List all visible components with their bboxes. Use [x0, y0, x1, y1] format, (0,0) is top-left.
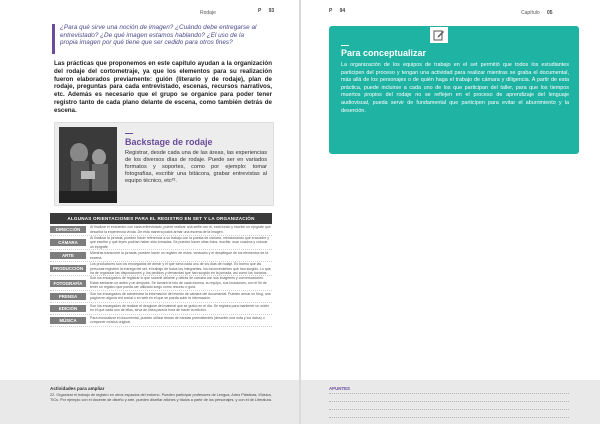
- orientations-table: [50, 213, 272, 327]
- row-label: PRODUCCIÓN: [50, 265, 86, 272]
- left-page: [0, 0, 299, 424]
- notes-label: APUNTES: [329, 386, 350, 391]
- table-row: [50, 303, 272, 315]
- backstage-photo: [59, 127, 117, 203]
- backstage-photo-image: [59, 127, 117, 203]
- section-name: Rodaje: [200, 10, 216, 16]
- row-label: CÁMARA: [50, 239, 86, 246]
- backstage-title-dash: [125, 133, 133, 134]
- row-description: Son los encargados de administrar la información del evento de cámara del documental. Pueden armar un blog, una página en alguna red social o en web en el que se pueda subir la información.: [90, 291, 271, 301]
- row-description: Mientras transcurre la jornada, pueden hacer un registro de estos, vestuario y el despliegue de los elementos de la escena.: [90, 251, 269, 260]
- notes-line: [329, 401, 569, 402]
- row-description: Para musicalizar el documental, pueden utilizar temas de bandas preexistentes (describir una nota y los datos) o componer música original.: [90, 315, 265, 325]
- right-page-number: P 94: [329, 8, 346, 14]
- table-body: [50, 224, 272, 327]
- backstage-text: Registrar, desde cada una de las áreas, las experiencias de los diversos días de rodaje. Puede ser en variados formatos y soportes, como por ejemplo: tomar fotografías, escribir una bitácora, grabar entrevistas al equipo técnico, etc²².: [125, 150, 267, 184]
- pencil-square-icon: [429, 26, 449, 44]
- question-bar: [52, 24, 55, 54]
- right-page: [301, 0, 600, 424]
- backstage-title: Backstage de rodaje: [125, 137, 213, 147]
- footer-title: Actividades para ampliar: [50, 386, 105, 391]
- row-description: Son los encargados de realizar el desglose del material que se grabó en el día. Se registra para mantener un orden en el que cada uno de ellos, sirva de línea para la hora de hacer la edición.: [90, 303, 270, 313]
- left-page-number: P 93: [258, 8, 275, 14]
- notes-line: [329, 393, 569, 394]
- table-row: [50, 291, 272, 303]
- conceptualize-title: Para conceptualizar: [341, 48, 427, 58]
- row-label: DIRECCIÓN: [50, 226, 86, 233]
- notes-area: [301, 380, 600, 424]
- conceptualize-box: [329, 26, 579, 154]
- notes-line: [329, 417, 569, 418]
- notes-line: [329, 409, 569, 410]
- row-label: MÚSICA: [50, 317, 86, 324]
- right-header: [521, 10, 553, 16]
- table-row: [50, 276, 272, 290]
- table-row: [50, 262, 272, 276]
- chapter-number: 05: [547, 10, 553, 16]
- row-label: FOTOGRAFÍA: [50, 280, 86, 287]
- conceptualize-title-dash: [341, 45, 349, 46]
- table-row: [50, 250, 272, 262]
- row-description: Son los encargados de registrar lo que sucede delante y detrás de cámara con sus imágenes y conversaciones. Estas sentarán un antes y un después. Se tomará la foto de cada escena, su equipo, sus locaciones, con el fin de tener un registro que pueda ser utilizado luego como recurso o guía.: [90, 276, 267, 290]
- table-row: [50, 224, 272, 236]
- conceptualize-text: La organización de los equipos de trabajo en el set permitió que todos los estudiantes participen del proceso y tengan una actividad para realizar mientras se graba el documental, más allá de los personajes o de quién haga el trabajo de cámara y diligencia. A partir de esta práctica, puede incluirse a cada uno de los que participan del taller, para que los tiempos muertos propios del rodaje no se reflejen en el proceso de aprendizaje del lenguaje audiovisual, pueda servir de fundamental que participen para evitar el aburrimiento y la deserción.: [341, 62, 569, 114]
- row-label: PRENSA: [50, 293, 86, 300]
- question-text: ¿Para qué sirve una noción de imagen? ¿Cuándo debe entregarse al entrevistado? ¿De qué imagen estamos hablando? ¿El uso de la propia imagen por qué tiene que ser cedido para otros fines?: [60, 24, 257, 47]
- activities-footer: [0, 380, 299, 424]
- row-label: ARTE: [50, 252, 86, 259]
- intro-paragraph: Las prácticas que proponemos en este capítulo ayudan a la organización del rodaje del cortometraje, ya que los elementos para su realización fueron elaborados previamente: guión (literario y de rodaje), plan de rodaje, preguntas para cada entrevistado, escenas, recursos narrativos, etc. Además es necesario que el grupo se organice para poder tener registro tanto de cada plano delante de escena, como también detrás de escena.: [54, 60, 272, 114]
- table-row: [50, 236, 272, 250]
- backstage-box: [54, 122, 274, 206]
- row-description: Los productores son los encargados de armar y el que toma cada uno de los días de rodaje. Es bueno que las personas registren la entrega del set, el trabajo de todos los integrantes, los inconvenientes que han surgido. Lo que ha de organizar las disposiciones y, los pedidos y demandas que han surgido en la jornada, así como los horarios.: [90, 262, 271, 276]
- table-header: ALGUNAS ORIENTACIONES PARA EL REGISTRO EN SET Y LA ORGANIZACIÓN: [50, 213, 272, 224]
- table-row: [50, 315, 272, 327]
- row-description: Al finalizar el encuentro con cada entrevistado, puede realizar una selfie con él, está fundo y escribir un epígrafe que describa la experiencia vivida. De esta manera podrá armar una escena de la imagen.: [90, 225, 271, 234]
- row-label: EDICIÓN: [50, 305, 86, 312]
- footer-text: 22. Organizar el trabajo de registro en otros espacios del entorno. Pueden participar profesores de Lengua, Artes Plásticas, Música, TICs. Por ejemplo con el docente de diseño y arte, pueden diseñar afiches y títulos a partir de los personajes, y con el de Literatura.: [50, 393, 273, 402]
- chapter-label: Capítulo: [521, 10, 540, 16]
- left-header: [200, 10, 216, 16]
- row-description: Al finalizar la jornada, pueden hacer referencia a su trabajo con la puesta de cámara, mencionando qué encuadre y qué escribe y qué leyes podrían haber sido tomadas. Se pueden hacer otras fotos, escribir, usar cuadros y colocar un epígrafe.: [90, 236, 270, 249]
